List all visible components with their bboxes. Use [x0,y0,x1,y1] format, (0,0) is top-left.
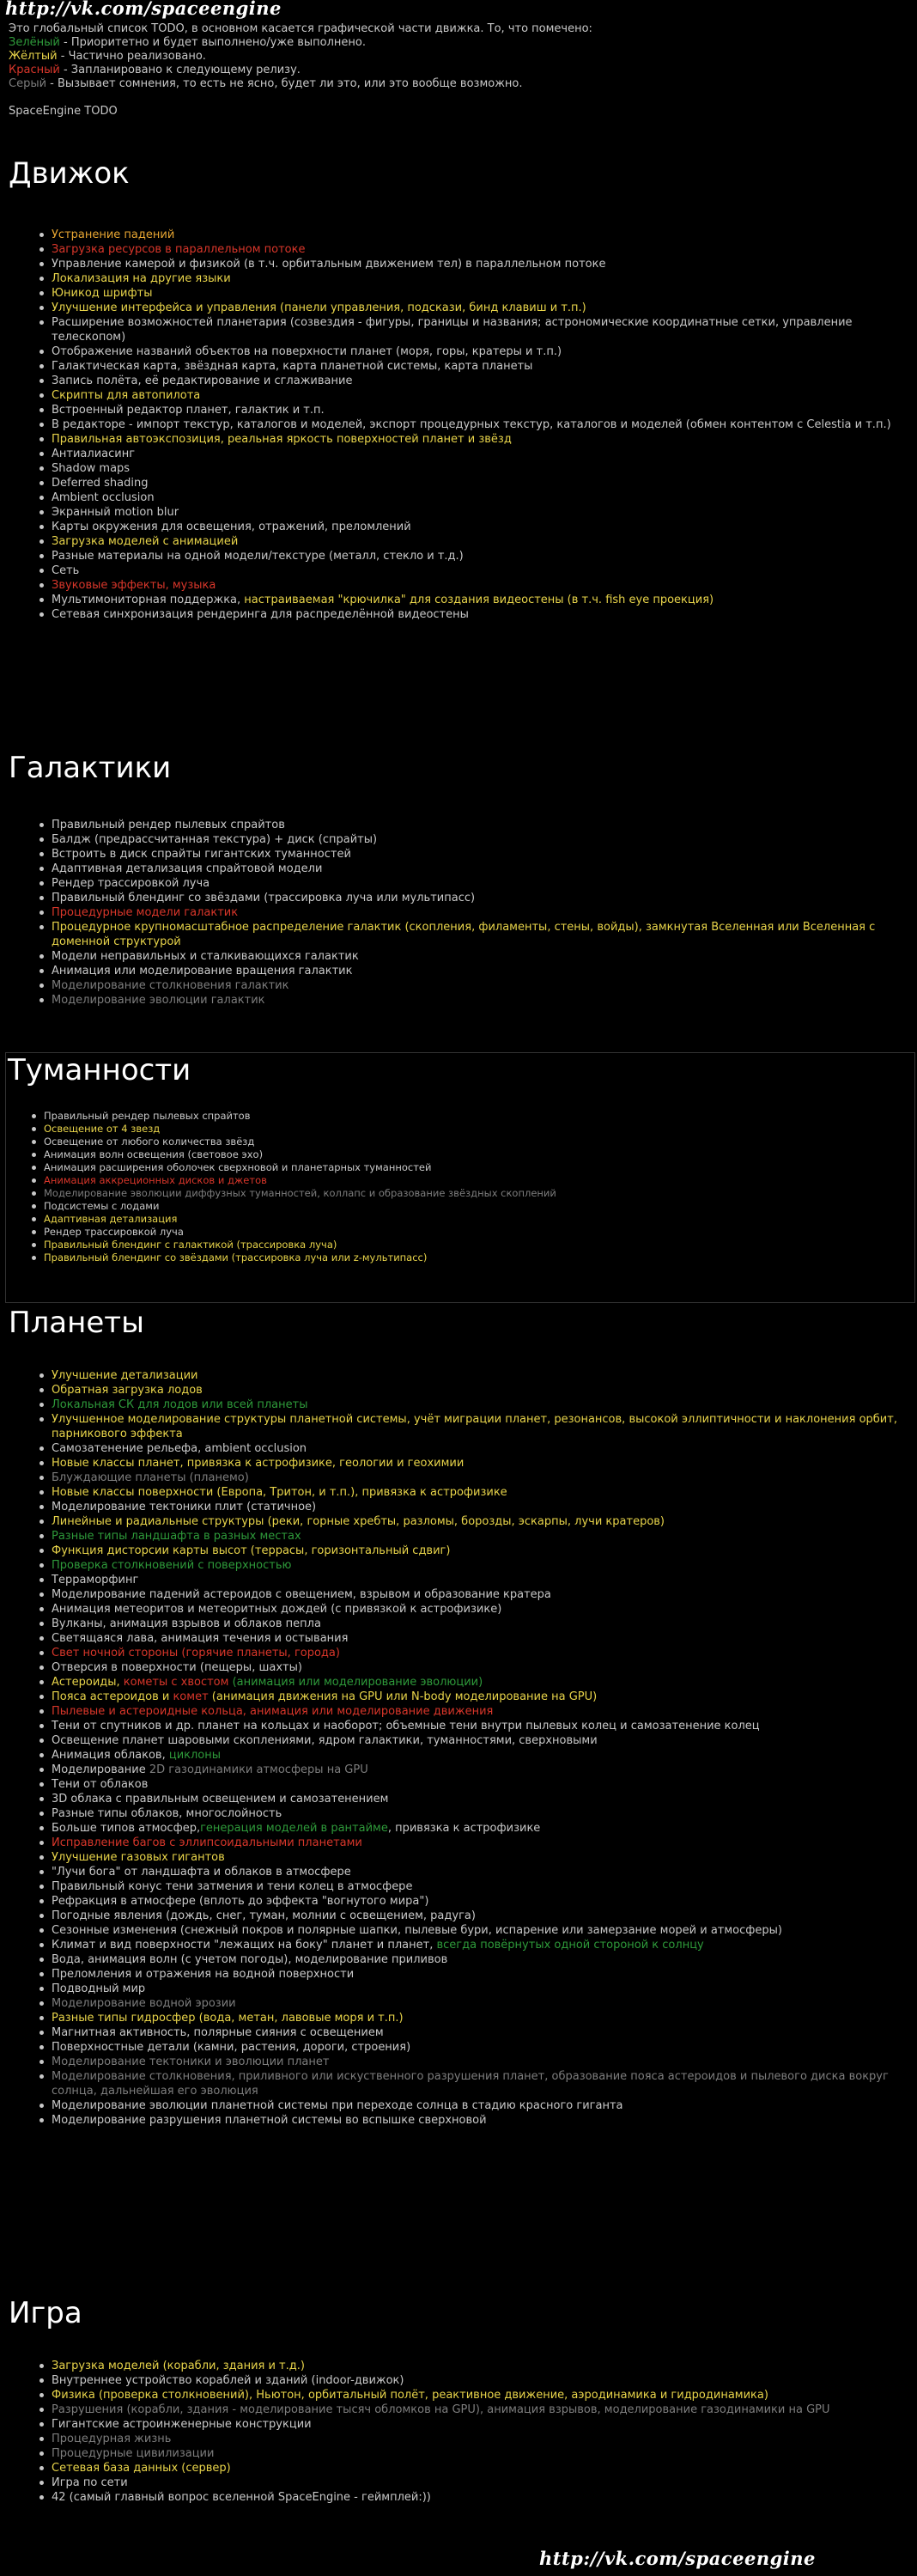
engine-item: Улучшение интерфейса и управления (панели управления, подскази, бинд клавиш и т.п.) [9,301,912,315]
galaxies-item: Процедурные модели галактик [9,905,912,920]
galaxies-item: Правильный рендер пылевых спрайтов [9,818,912,832]
legend-red-desc: - Запланировано к следующему релизу. [59,64,301,76]
game-list [9,2359,912,2505]
planets-item: Моделирование водной эрозии [9,1996,912,2011]
planets-item: Моделирование падений астероидов с овещением, взрывом и образование кратера [9,1587,912,1602]
galaxies-item: Модели неправильных и сталкивающихся галактик [9,949,912,964]
item-text-part: Анимация облаков, [52,1749,169,1762]
planets-item: Новые классы планет, привязка к астрофизике, геологии и геохимии [9,1456,912,1471]
legend-yellow-desc: - Частично реализовано. [57,50,206,63]
galaxies-item: Адаптивная детализация спрайтовой модели [9,862,912,876]
legend-green-desc: - Приоритетно и будет выполнено/уже выполнено. [59,36,366,49]
galaxies-item: Правильный блендинг со звёздами (трассировка луча или мультипасс) [9,891,912,905]
legend-gray-desc: - Вызывает сомнения, то есть не ясно, будет ли это, или это вообще возможно. [46,77,523,90]
item-text-part: комет [173,1690,212,1703]
planets-item: Светящаяся лава, анимация течения и остывания [9,1631,912,1646]
planets-list [9,1368,912,2128]
item-text-part: Мультимониторная поддержка, [52,594,245,606]
planets-item: Улучшение детализации [9,1368,912,1383]
planets-item: "Лучи бога" от ландшафта и облаков в атмосфере [9,1865,912,1879]
galaxies-item: Балдж (предрассчитанная текстура) + диск (спрайты) [9,832,912,847]
planets-item [9,1690,912,1704]
item-text-part: настраиваемая "крючилка" для создания видеостены (в т.ч. fish eye проекция) [244,594,714,606]
planets-item: Локальная СК для лодов или всей планеты [9,1398,912,1412]
planets-item: Свет ночной стороны (горячие планеты, города) [9,1646,912,1660]
planets-item: Улучшенное моделирование структуры планетной системы, учёт миграции планет, резонансов, высокой эллиптичности и наклонения орбит, парникового эффекта [9,1412,912,1441]
legend-red [9,64,592,77]
nebulae-item: Правильный блендинг с галактикой (трассировка луча) [6,1239,914,1251]
planets-item: Погодные явления (дождь, снег, туман, молнии с освещением, радуга) [9,1909,912,1923]
planets-item: Проверка столкновений с поверхностью [9,1558,912,1573]
nebulae-item: Анимация волн освещения (световое эхо) [6,1148,914,1161]
nebulae-item: Моделирование эволюции диффузных туманностей, коллапс и образование звёздных скоплений [6,1187,914,1200]
nebulae-item: Адаптивная детализация [6,1213,914,1226]
nebulae-item: Анимация аккреционных дисков и джетов [6,1174,914,1187]
engine-item: Запись полёта, её редактирование и сглаживание [9,374,912,388]
engine-item: Звуковые эффекты, музыка [9,578,912,593]
engine-item: Shadow maps [9,461,912,476]
planets-item: Функция дисторсии карты высот (террасы, горизонтальный сдвиг) [9,1544,912,1558]
item-text-part: Климат и вид поверхности "лежащих на боку" планет и планет, [52,1939,437,1952]
intro [9,22,592,119]
planets-item: Вода, анимация волн (с учетом погоды), моделирование приливов [9,1952,912,1967]
engine-item [9,593,912,607]
engine-item: Скрипты для автопилота [9,388,912,403]
nebulae-item: Правильный блендинг со звёздами (трассировка луча или z-мультипасс) [6,1251,914,1264]
item-text-part: Больше типов атмосфер, [52,1822,201,1835]
legend-gray [9,77,592,91]
engine-item: Экранный motion blur [9,505,912,520]
nebulae-item: Освещение от 4 звезд [6,1123,914,1136]
item-text-part: всегда повёрнутых одной стороной к солнцу [436,1939,704,1952]
galaxies-item: Моделирование столкновения галактик [9,978,912,993]
planets-item: Разные типы облаков, многослойность [9,1806,912,1821]
planets-item: Преломления и отражения на водной поверхности [9,1967,912,1982]
planets-item: Моделирование тектоники и эволюции планет [9,2055,912,2069]
planets-item [9,1821,912,1836]
nebulae-item: Освещение от любого количества звёзд [6,1136,914,1148]
planets-item: Моделирование эволюции планетной системы при переходе солнца в стадию красного гиганта [9,2098,912,2113]
legend-green-label: Зелёный [9,36,60,49]
game-item: Процедурная жизнь [9,2432,912,2446]
item-text-part: (анимация движения на GPU или N-body моделирование на GPU) [211,1690,598,1703]
section-planets [9,1306,912,2128]
legend-yellow-label: Жёлтый [9,50,58,63]
engine-item: Загрузка моделей с анимацией [9,534,912,549]
planets-item: Тени от спутников и др. планет на кольцах и наоборот; объемные тени внутри пылевых колец и самозатенение колец [9,1719,912,1733]
nebulae-item: Правильный рендер пылевых спрайтов [6,1110,914,1123]
planets-item: Самозатенение рельефа, ambient occlusion [9,1441,912,1456]
planets-item [9,1748,912,1763]
planets-item: Разные типы ландшафта в разных местах [9,1529,912,1544]
planets-item: Магнитная активность, полярные сияния с освещением [9,2025,912,2040]
planets-item: Моделирование разрушения планетной системы во вспышке сверхновой [9,2113,912,2128]
section-engine [9,156,912,622]
galaxies-item: Рендер трассировкой луча [9,876,912,891]
planets-item: Исправление багов с эллипсоидальными планетами [9,1836,912,1850]
section-nebulae [5,1052,915,1303]
engine-item: Встроенный редактор планет, галактик и т.п. [9,403,912,417]
watermark-top[interactable]: http://vk.com/spaceengine [5,0,282,19]
section-galaxies [9,751,912,1008]
planets-item: Терраморфинг [9,1573,912,1587]
game-item: Гигантские астроинженерные конструкции [9,2417,912,2432]
engine-item: Загрузка ресурсов в параллельном потоке [9,242,912,257]
game-item: Процедурные цивилизации [9,2446,912,2461]
engine-list [9,228,912,622]
heading-nebulae: Туманности [8,1053,191,1087]
galaxies-item: Анимация или моделирование вращения галактик [9,964,912,978]
engine-item: Сеть [9,563,912,578]
planets-item: Подводный мир [9,1982,912,1996]
planets-item: Улучшение газовых гигантов [9,1850,912,1865]
engine-item: Управление камерой и физикой (в т.ч. орбитальным движением тел) в параллельном потоке [9,257,912,271]
engine-item: Отображение названий объектов на поверхности планет (моря, горы, кратеры и т.п.) [9,344,912,359]
engine-item: В редакторе - импорт текстур, каталогов и моделей, экспорт процедурных текстур, каталогов и моделей (обмен контентом с Celestia и т.п.) [9,417,912,432]
legend-gray-label: Серый [9,77,47,90]
planets-item: Моделирование тектоники плит (статичное) [9,1500,912,1514]
galaxies-list [9,818,912,1008]
planets-item: 3D облака с правильным освещением и самозатенением [9,1792,912,1806]
planets-item: Рефракция в атмосфере (вплоть до эффекта "вогнутого мира") [9,1894,912,1909]
item-text-part: циклоны [168,1749,222,1762]
nebulae-list [6,1110,914,1264]
engine-item: Антиалиасинг [9,447,912,461]
item-text-part: Пояса астероидов и [52,1690,173,1703]
planets-item [9,1675,912,1690]
engine-item: Правильная автоэкспозиция, реальная яркость поверхностей планет и звёзд [9,432,912,447]
planets-item: Моделирование столкновения, приливного или искуственного разрушения планет, образование пояса астероидов и пылевого диска вокруг солнца, дальнейшая его эволюция [9,2069,912,2098]
item-text-part: Моделирование [52,1763,149,1776]
engine-item: Устранение падений [9,228,912,242]
planets-item: Пылевые и астероидные кольца, анимация или моделирование движения [9,1704,912,1719]
engine-item: Юникод шрифты [9,286,912,301]
planets-item: Поверхностные детали (камни, растения, дороги, строения) [9,2040,912,2055]
game-item: Физика (проверка столкновений), Ньютон, орбитальный полёт, реактивное движение, аэродинамика и гидродинамика) [9,2388,912,2402]
item-text-part: (анимация или моделирование эволюции) [232,1676,483,1689]
item-text-part: (корабли, здания - моделирование тысяч обломков на GPU), анимация взрывов, моделирование газодинамики на GPU [126,2403,830,2416]
planets-item: Новые классы поверхности (Европа, Тритон, и т.п.), привязка к астрофизике [9,1485,912,1500]
planets-item: Блуждающие планеты (планемо) [9,1471,912,1485]
engine-item: Карты окружения для освещения, отражений, преломлений [9,520,912,534]
game-item: Внутреннее устройство кораблей и зданий (indoor-движок) [9,2373,912,2388]
engine-item: Сетевая синхронизация рендеринга для распределённой видеостены [9,607,912,622]
heading-planets: Планеты [9,1306,144,1340]
galaxies-item: Процедурное крупномасштабное распределение галактик (скопления, филаменты, стены, войды), замкнутая Вселенная или Вселенная с доменной структурой [9,920,912,949]
planets-item [9,1763,912,1777]
nebulae-item: Рендер трассировкой луча [6,1226,914,1239]
engine-item: Deferred shading [9,476,912,490]
heading-galaxies: Галактики [9,751,172,785]
item-text-part: , привязка к астрофизике [387,1822,541,1835]
intro-line: Это глобальный список TODO, в основном касается графической части движка. То, что помечено: [9,22,592,35]
game-item [9,2402,912,2417]
engine-item: Локализация на другие языки [9,271,912,286]
nebulae-item: Анимация расширения оболочек сверхновой и планетарных туманностей [6,1161,914,1174]
item-text-part: кометы с хвостом [123,1676,233,1689]
heading-engine: Движок [9,156,130,191]
planets-item: Обратная загрузка лодов [9,1383,912,1398]
game-item: Сетевая база данных (сервер) [9,2461,912,2476]
planets-item: Линейные и радиальные структуры (реки, горные хребты, разломы, борозды, эскарпы, лучи кратеров) [9,1514,912,1529]
planets-item: Анимация метеоритов и метеоритных дождей (с привязкой к астрофизике) [9,1602,912,1617]
galaxies-item: Встроить в диск спрайты гигантских туманностей [9,847,912,862]
planets-item: Вулканы, анимация взрывов и облаков пепла [9,1617,912,1631]
legend-green [9,36,592,50]
planets-item [9,1938,912,1952]
game-item: Игра по сети [9,2476,912,2490]
engine-item: Разные материалы на одной модели/текстуре (металл, стекло и т.д.) [9,549,912,563]
legend-red-label: Красный [9,64,60,76]
planets-item: Освещение планет шаровыми скоплениями, ядром галактики, туманностями, сверхновыми [9,1733,912,1748]
game-item: Загрузка моделей (корабли, здания и т.д.) [9,2359,912,2373]
planets-item: Отверсия в поверхности (пещеры, шахты) [9,1660,912,1675]
item-text-part: генерация моделей в рантайме [200,1822,388,1835]
item-text-part: Разрушения [52,2403,127,2416]
item-text-part: Астероиды, [52,1676,124,1689]
galaxies-item: Моделирование эволюции галактик [9,993,912,1008]
watermark-bottom[interactable]: http://vk.com/spaceengine [539,2548,816,2569]
planets-item: Правильный конус тени затмения и тени колец в атмосфере [9,1879,912,1894]
list-title: SpaceEngine TODO [9,105,118,118]
engine-item: Расширение возможностей планетария (созвездия - фигуры, границы и названия; астрономические координатные сетки, управление телескопом) [9,315,912,344]
engine-item: Галактическая карта, звёздная карта, карта планетной системы, карта планеты [9,359,912,374]
planets-item: Тени от облаков [9,1777,912,1792]
game-item: 42 (самый главный вопрос вселенной SpaceEngine - геймплей:)) [9,2490,912,2505]
planets-item: Сезонные изменения (снежный покров и полярные шапки, пылевые бури, испарение или замерзание морей и атмосферы) [9,1923,912,1938]
engine-item: Ambient occlusion [9,490,912,505]
heading-game: Игра [9,2296,82,2330]
legend-yellow [9,50,592,64]
nebulae-item: Подсистемы с лодами [6,1200,914,1213]
item-text-part: 2D газодинамики атмосферы на GPU [149,1763,368,1776]
planets-item: Разные типы гидросфер (вода, метан, лавовые моря и т.п.) [9,2011,912,2025]
section-game [9,2296,912,2505]
